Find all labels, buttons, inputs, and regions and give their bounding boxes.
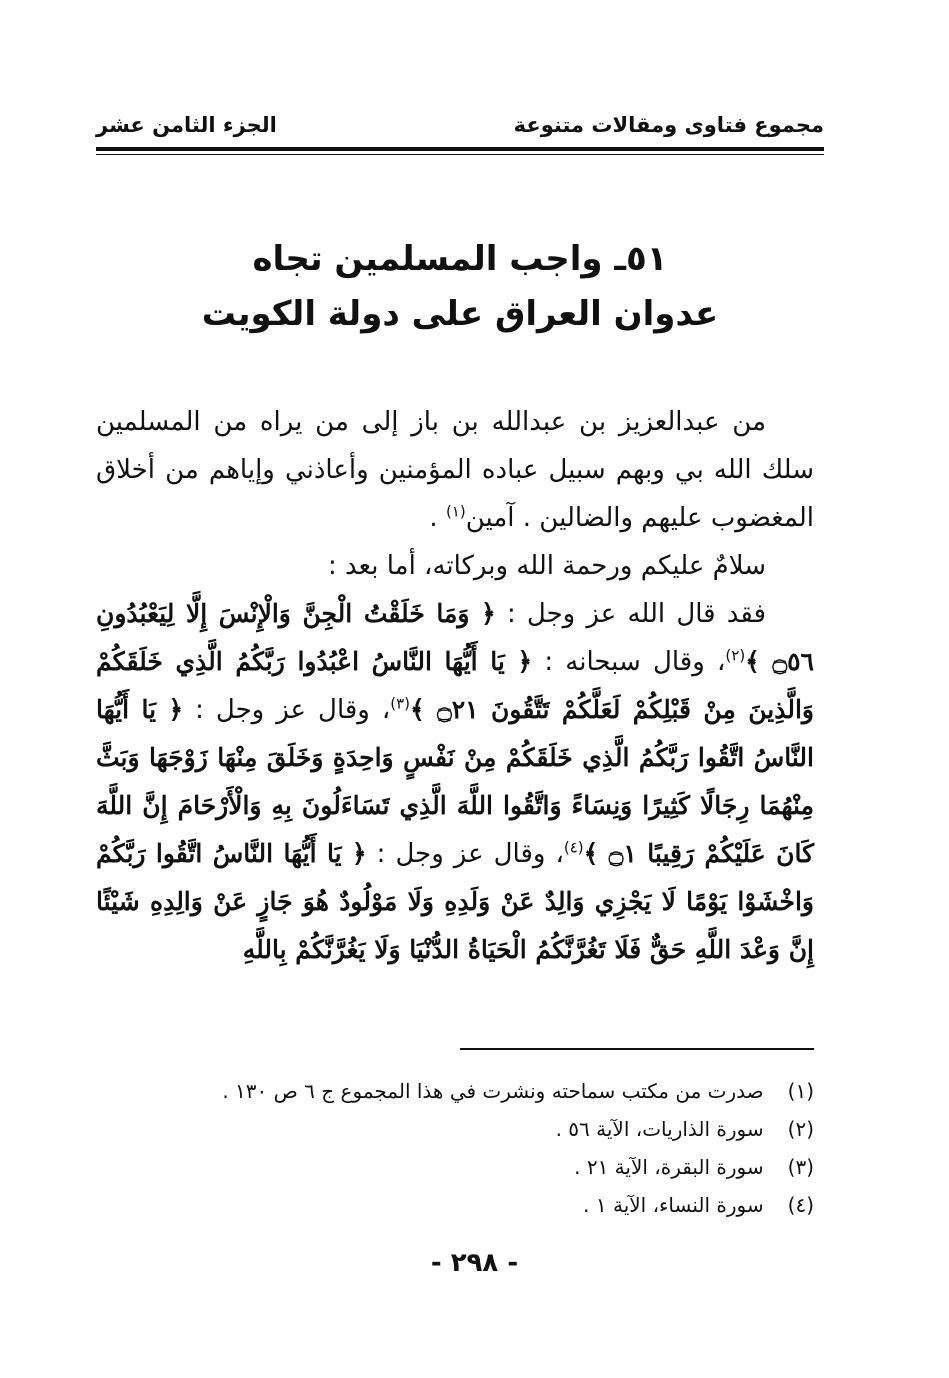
- footnote-2: [96, 1110, 814, 1148]
- footnote-separator: [460, 1048, 814, 1050]
- book-title: مجموع فتاوى ومقالات متنوعة: [513, 113, 824, 137]
- paragraph-1-text: من عبدالعزيز بن عبدالله بن باز إلى من يراه من المسلمين سلك الله بي وبهم سبيل عباده المؤمنين وأعاذني وإياهم من أخلاق المغضوب عليهم والضالين . آمين: [96, 407, 814, 533]
- footnote-1: [96, 1072, 814, 1110]
- volume-label: الجزء الثامن عشر: [96, 113, 277, 137]
- quran-verse-3: ﴿ يَا أَيُّهَا النَّاسُ اتَّقُوا رَبَّكُمُ الَّذِي خَلَقَكُمْ مِنْ نَفْسٍ وَاحِدَةٍ وَخَلَقَ مِنْهَا زَوْجَهَا وَبَثَّ مِنْهُمَا رِجَالًا كَثِيرًا وَنِسَاءً وَاتَّقُوا اللَّهَ الَّذِي تَسَاءَلُونَ بِهِ وَالْأَرْحَامَ إِنَّ اللَّهَ كَانَ عَلَيْكُمْ رَقِيبًا ۝١ ﴾: [96, 695, 814, 868]
- quran-verse-4: ﴿ يَا أَيُّهَا النَّاسُ اتَّقُوا رَبَّكُمْ وَاخْشَوْا يَوْمًا لَا يَجْزِي وَالِدٌ عَنْ وَلَدِهِ وَلَا مَوْلُودٌ هُوَ جَازٍ عَنْ وَالِدِهِ شَيْئًا إِنَّ وَعْدَ اللَّهِ حَقٌّ فَلَا تَغُرَّنَّكُمُ الْحَيَاةُ الدُّنْيَا وَلَا يَغُرَّنَّكُمْ بِاللَّهِ: [96, 839, 814, 964]
- verses-intro: فقد قال الله عز وجل :: [495, 599, 766, 629]
- running-header: [96, 113, 824, 143]
- footnote-ref-2: (٢): [725, 646, 746, 665]
- page-number: - ٢٩٨ -: [430, 1248, 519, 1278]
- footnote-text: سورة البقرة، الآية ٢١ .: [574, 1155, 764, 1179]
- footnotes: [96, 1072, 814, 1224]
- header-rule-thin: [96, 154, 824, 155]
- footnote-4: [96, 1186, 814, 1224]
- quran-verse-2: ﴿ يَا أَيُّهَا النَّاسُ اعْبُدُوا رَبَّكُمُ الَّذِي خَلَقَكُمْ وَالَّذِينَ مِنْ قَبْلِكُمْ لَعَلَّكُمْ تَتَّقُونَ ۝٢١ ﴾: [96, 647, 814, 724]
- footnote-text: سورة النساء، الآية ١ .: [583, 1193, 764, 1217]
- footnote-ref-1: (١): [445, 502, 466, 521]
- verses-connector-1: ، وقال سبحانه :: [532, 647, 726, 677]
- paragraph-salutation: سلامٌ عليكم ورحمة الله وبركاته، أما بعد :: [328, 551, 766, 581]
- paragraph-1-end: .: [429, 503, 446, 533]
- article-title: [96, 232, 824, 342]
- article-title-line-2: عدوان العراق على دولة الكويت: [201, 294, 719, 334]
- footnote-number: (٣): [787, 1155, 814, 1179]
- quran-verse-1: ﴿ وَمَا خَلَقْتُ الْجِنَّ وَالْإِنْسَ إِلَّا لِيَعْبُدُونِ ۝٥٦ ﴾: [96, 599, 814, 676]
- header-rule-thick: [96, 147, 824, 151]
- paragraph-greeting-intro: [96, 398, 814, 542]
- article-title-line-1: ٥١ـ واجب المسلمين تجاه: [252, 239, 668, 279]
- footnote-number: (١): [787, 1079, 814, 1103]
- verses-connector-3: ، وقال عز وجل :: [366, 839, 564, 869]
- footnote-text: سورة الذاريات، الآية ٥٦ .: [555, 1117, 764, 1141]
- article-body: [96, 398, 814, 974]
- footnote-text: صدرت من مكتب سماحته ونشرت في هذا المجموع ج ٦ ص ١٣٠ .: [222, 1079, 764, 1103]
- footnote-ref-4: (٤): [563, 838, 584, 857]
- footnote-3: [96, 1148, 814, 1186]
- footnote-number: (٢): [787, 1117, 814, 1141]
- paragraph-verses: [96, 590, 814, 974]
- footnote-ref-3: (٣): [390, 694, 411, 713]
- footnote-number: (٤): [787, 1193, 814, 1217]
- verses-connector-2: ، وقال عز وجل :: [183, 695, 391, 725]
